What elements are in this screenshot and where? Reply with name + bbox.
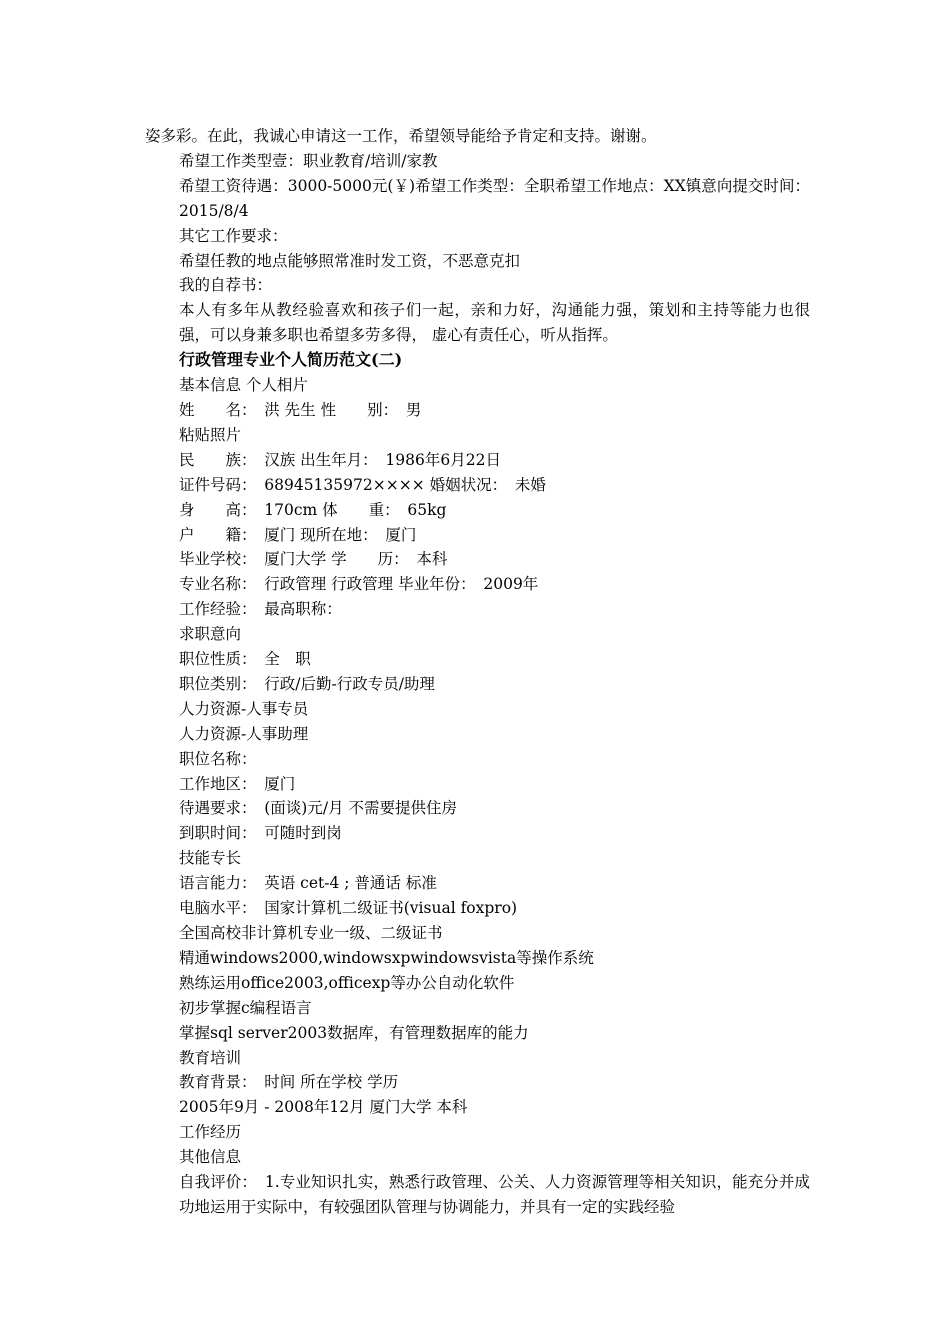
text-line: 其他信息: [179, 1148, 242, 1167]
text-line: 技能专长: [179, 849, 242, 868]
text-line: 电脑水平： 国家计算机二级证书(visual foxpro): [179, 899, 518, 918]
text-line: 我的自荐书：: [179, 276, 273, 295]
text-line: 教育背景： 时间 所在学校 学历: [179, 1073, 399, 1092]
text-line: 精通windows2000,windowsxpwindowsvista等操作系统: [179, 948, 594, 967]
document-body: [145, 124, 810, 1220]
text-line: 民 族： 汉族 出生年月： 1986年6月22日: [179, 450, 501, 469]
text-line: 其它工作要求：: [179, 226, 288, 245]
text-line: 全国高校非计算机专业一级、二级证书: [179, 924, 443, 942]
text-line: 职位名称：: [179, 749, 257, 768]
text-line: 人力资源-人事专员: [179, 699, 309, 718]
text-line: 粘贴照片: [179, 425, 242, 444]
text-line: 自我评价： 1.专业知识扎实，熟悉行政管理、公关、人力资源管理等相关知识，能充分并成功地运用于实际中，有较强团队管理与协调能力，并具有一定的实践经验: [179, 1173, 810, 1216]
text-line: 语言能力： 英语 cet-4 ; 普通话 标准: [179, 874, 437, 893]
text-line: 求职意向: [179, 625, 242, 644]
text-line: 初步掌握c编程语言: [179, 998, 312, 1017]
section-heading: 行政管理专业个人简历范文(二): [179, 350, 403, 370]
text-line: 职位类别： 行政/后勤-行政专员/助理: [179, 674, 435, 693]
text-line: 工作经历: [179, 1123, 242, 1142]
text-line: 专业名称： 行政管理 行政管理 毕业年份： 2009年: [179, 575, 539, 594]
text-line: 工作经验： 最高职称：: [179, 600, 342, 619]
text-line: 到职时间： 可随时到岗: [179, 824, 342, 843]
text-line: 户 籍： 厦门 现所在地： 厦门: [179, 525, 417, 544]
text-line: 熟练运用office2003,officexp等办公自动化软件: [179, 973, 515, 992]
text-line: 工作地区： 厦门: [179, 774, 296, 793]
text-line: 毕业学校： 厦门大学 学 历： 本科: [179, 550, 448, 569]
text-line: 证件号码： 68945135972×××× 婚姻状况： 未婚: [179, 475, 546, 494]
text-line: 基本信息 个人相片: [179, 376, 308, 395]
text-line: 人力资源-人事助理: [179, 724, 309, 743]
text-line: 2005年9月 - 2008年12月 厦门大学 本科: [179, 1098, 468, 1117]
text-line: 希望工作类型壹：职业教育/培训/家教: [179, 151, 438, 170]
text-line: 本人有多年从教经验喜欢和孩子们一起，亲和力好，沟通能力强，策划和主持等能力也很强，可以身兼多职也希望多劳多得， 虚心有责任心，听从指挥。: [179, 301, 810, 345]
text-line: 身 高： 170cm 体 重： 65kg: [179, 500, 447, 519]
text-line: 姿多彩。在此，我诚心申请这一工作，希望领导能给予肯定和支持。谢谢。: [145, 127, 657, 145]
text-line: 希望工资待遇：3000-5000元(￥)希望工作类型：全职希望工作地点：XX镇意向提交时间：2015/8/4: [179, 176, 810, 220]
text-line: 待遇要求： (面谈)元/月 不需要提供住房: [179, 799, 457, 818]
text-line: 掌握sql server2003数据库，有管理数据库的能力: [179, 1023, 529, 1042]
text-line: 姓 名： 洪 先生 性 别： 男: [179, 400, 422, 419]
text-line: 职位性质： 全 职: [179, 650, 311, 669]
text-line: 希望任教的地点能够照常准时发工资，不恶意克扣: [179, 251, 521, 270]
text-line: 教育培训: [179, 1048, 242, 1067]
